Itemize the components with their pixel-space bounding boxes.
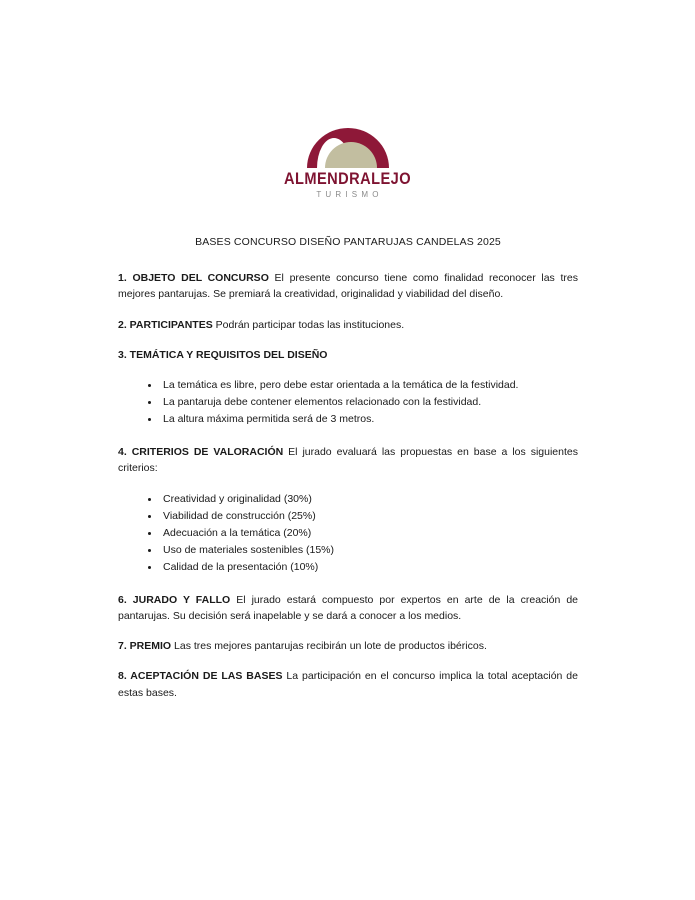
section-tematica-y-requisitos — [118, 347, 578, 363]
list-item: La pantaruja debe contener elementos relacionado con la festividad. — [118, 394, 578, 411]
list-item: Calidad de la presentación (10%) — [118, 559, 578, 576]
section-aceptacion-de-las-bases-body: La participación en el concurso implica la total aceptación de estas bases. — [118, 670, 578, 699]
section-aceptacion-de-las-bases-lead: 8. ACEPTACIÓN DE LAS BASES — [118, 670, 283, 683]
section-jurado-y-fallo-body: El jurado estará compuesto por expertos en arte de la creación de pantarujas. Su decisión será inapelable y se dará a conocer a los medios. — [118, 593, 578, 622]
section-tematica-y-requisitos-lead: 3. TEMÁTICA Y REQUISITOS DEL DISEÑO — [118, 348, 328, 361]
section-aceptacion-de-las-bases — [118, 668, 578, 701]
section-objeto-del-concurso-body: El presente concurso tiene como finalidad reconocer las tres mejores pantarujas. Se premiará la creatividad, originalidad y viabilidad del diseño. — [118, 272, 578, 301]
section-criterios-de-valoracion — [118, 444, 578, 477]
document-body — [118, 236, 578, 715]
arch-logo-icon — [307, 128, 389, 168]
logo-wordmark: ALMENDRALEJO — [283, 169, 411, 188]
section-objeto-del-concurso — [118, 270, 578, 303]
requisitos-list — [118, 377, 578, 428]
section-objeto-del-concurso-lead: 1. OBJETO DEL CONCURSO — [118, 272, 269, 284]
organization-logo — [0, 128, 695, 199]
list-item: La temática es libre, pero debe estar orientada a la temática de la festividad. — [118, 377, 578, 394]
document-title: BASES CONCURSO DISEÑO PANTARUJAS CANDELAS 2025 — [195, 236, 501, 248]
logo-subtitle: TURISMO — [316, 189, 383, 199]
section-premio-lead: 7. PREMIO — [118, 640, 172, 653]
section-premio — [118, 638, 578, 654]
section-participantes-body: Podrán participar todas las instituciones. — [212, 318, 405, 331]
list-item: Creatividad y originalidad (30%) — [118, 491, 578, 508]
section-participantes — [118, 317, 578, 333]
section-participantes-lead: 2. PARTICIPANTES — [118, 318, 213, 331]
section-jurado-y-fallo-lead: 6. JURADO Y FALLO — [118, 593, 231, 606]
list-item: La altura máxima permitida será de 3 metros. — [118, 411, 578, 428]
list-item: Adecuación a la temática (20%) — [118, 525, 578, 542]
criterios-list — [118, 491, 578, 576]
section-jurado-y-fallo — [118, 592, 578, 625]
list-item: Uso de materiales sostenibles (15%) — [118, 542, 578, 559]
section-premio-body: Las tres mejores pantarujas recibirán un lote de productos ibéricos. — [171, 640, 487, 653]
section-criterios-de-valoracion-body: El jurado evaluará las propuestas en base a los siguientes criterios: — [118, 446, 578, 475]
list-item: Viabilidad de construcción (25%) — [118, 508, 578, 525]
section-criterios-de-valoracion-lead: 4. CRITERIOS DE VALORACIÓN — [118, 446, 284, 459]
